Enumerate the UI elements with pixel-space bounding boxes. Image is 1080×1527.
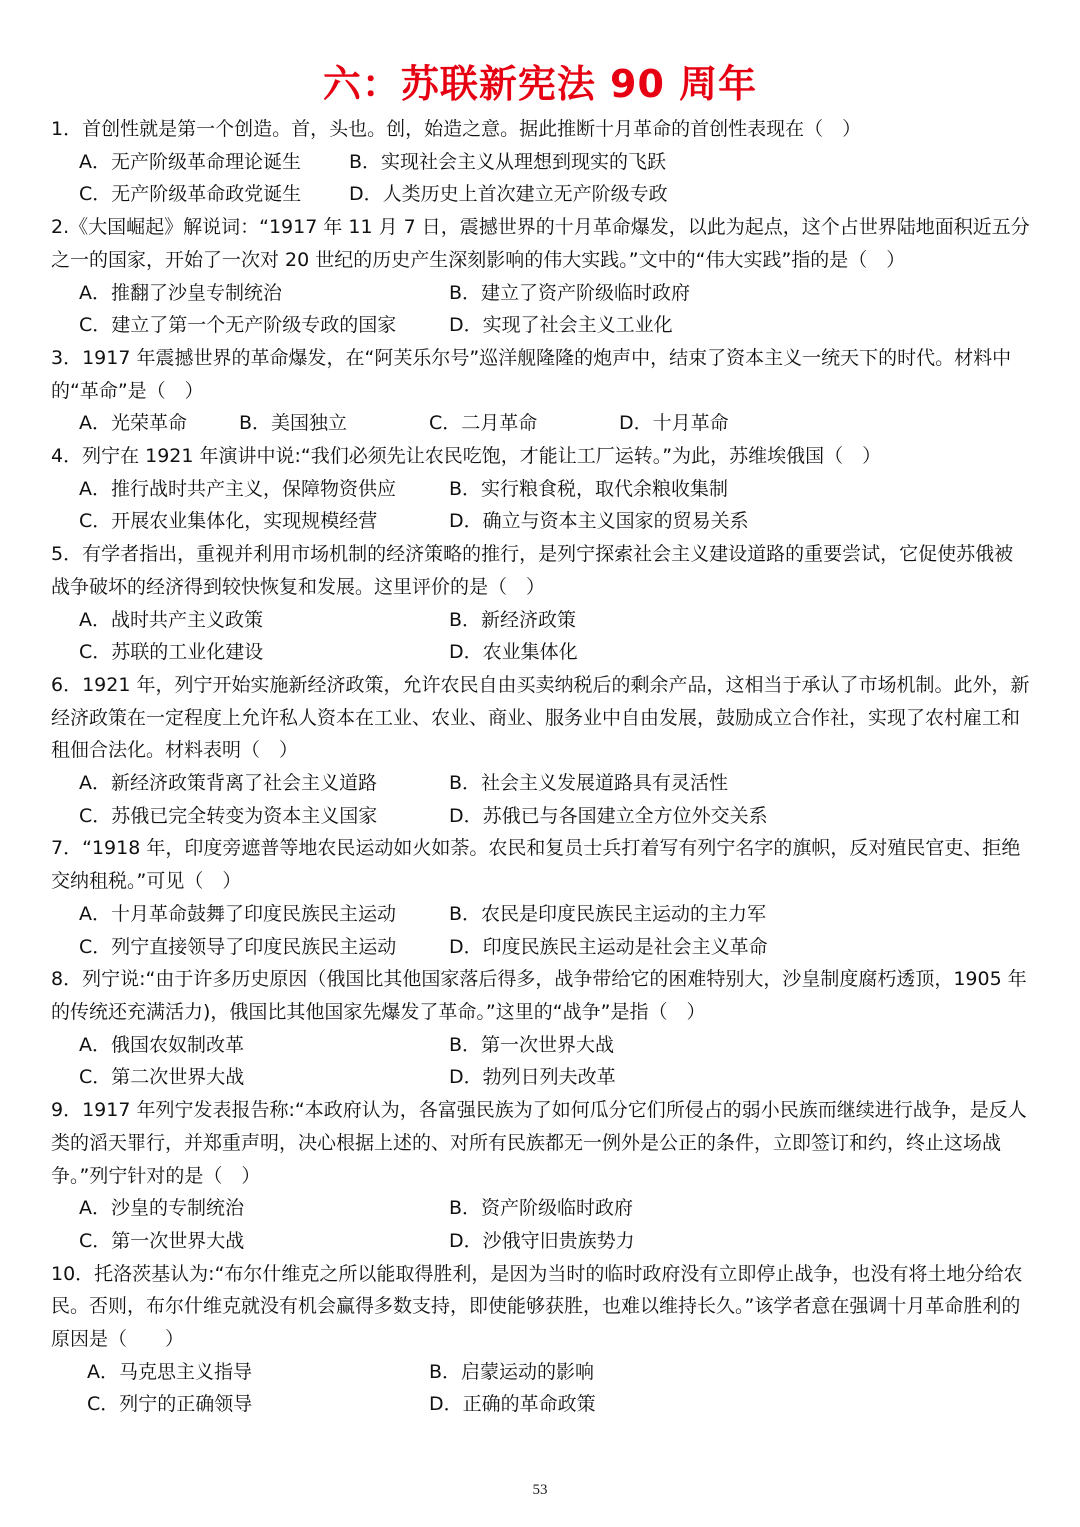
question-stem: 8．列宁说:“由于许多历史原因（俄国比其他国家落后得多，战争带给它的困难特别大，沙皇制度腐朽透顶，1905 年的传统还充满活力)，俄国比其他国家先爆发了革命。”这里的“战争”是指（ ） — [51, 968, 1027, 1023]
question-5 — [51, 538, 1031, 669]
options-grid — [51, 898, 1031, 963]
option-c[interactable]: C．第二次世界大战 — [79, 1066, 245, 1089]
option-c[interactable]: C．开展农业集体化，实现规模经营 — [79, 510, 378, 533]
options-grid — [51, 473, 1031, 538]
option-d[interactable]: D．沙俄守旧贵族势力 — [449, 1229, 635, 1252]
option-c[interactable]: C．无产阶级革命政党诞生 — [79, 183, 302, 206]
options-grid — [51, 767, 1031, 832]
option-c[interactable]: C．列宁的正确领导 — [87, 1393, 253, 1416]
question-2 — [51, 211, 1031, 342]
options-grid — [51, 407, 1031, 440]
option-a[interactable]: A．推翻了沙皇专制统治 — [79, 281, 282, 304]
option-a[interactable]: A．推行战时共产主义，保障物资供应 — [79, 477, 396, 500]
question-stem: 2.《大国崛起》解说词：“1917 年 11 月 7 日，震撼世界的十月革命爆发，以此为起点，这个占世界陆地面积近五分之一的国家，开始了一次对 20 世纪的历史产生深刻影响的伟大实践。”文中的“伟大实践”指的是（ ） — [51, 216, 1030, 271]
option-a[interactable]: A．新经济政策背离了社会主义道路 — [79, 772, 377, 795]
option-b[interactable]: B．实现社会主义从理想到现实的飞跃 — [349, 150, 667, 173]
option-a[interactable]: A．无产阶级革命理论诞生 — [79, 150, 301, 173]
page-title: 六：苏联新宪法 90 周年 — [322, 62, 758, 106]
option-d[interactable]: D．正确的革命政策 — [429, 1393, 596, 1416]
question-stem: 6．1921 年，列宁开始实施新经济政策，允许农民自由买卖纳税后的剩余产品，这相当于承认了市场机制。此外，新经济政策在一定程度上允许私人资本在工业、农业、商业、服务业中自由发展，鼓励成立合作社，实现了农村雇工和租佃合法化。材料表明（ ） — [51, 673, 1030, 762]
question-7 — [51, 832, 1031, 963]
page-number: 53 — [532, 1482, 548, 1498]
option-b[interactable]: B．新经济政策 — [449, 608, 577, 631]
options-grid — [51, 1029, 1031, 1094]
option-b[interactable]: B．美国独立 — [239, 412, 348, 435]
options-grid — [51, 1356, 1031, 1421]
question-8 — [51, 963, 1031, 1094]
option-b[interactable]: B．社会主义发展道路具有灵活性 — [449, 772, 729, 795]
option-a[interactable]: A．十月革命鼓舞了印度民族民主运动 — [79, 902, 396, 925]
option-b[interactable]: B．资产阶级临时政府 — [449, 1197, 634, 1220]
option-c[interactable]: C．列宁直接领导了印度民族民主运动 — [79, 935, 397, 958]
option-c[interactable]: C．二月革命 — [429, 412, 538, 435]
options-grid — [51, 604, 1031, 669]
option-d[interactable]: D．人类历史上首次建立无产阶级专政 — [349, 183, 668, 206]
options-grid — [51, 277, 1031, 342]
question-list — [51, 113, 1031, 1421]
question-stem: 1．首创性就是第一个创造。首，头也。创，始造之意。据此推断十月革命的首创性表现在（ ） — [51, 118, 862, 140]
question-stem: 4．列宁在 1921 年演讲中说:“我们必须先让农民吃饱，才能让工厂运转。”为此，苏维埃俄国（ ） — [51, 445, 882, 468]
question-3 — [51, 342, 1031, 440]
question-6 — [51, 669, 1031, 833]
question-stem: 7．“1918 年，印度旁遮普等地农民运动如火如荼。农民和复员士兵打着写有列宁名字的旗帜，反对殖民官吏、拒绝交纳租税。”可见（ ） — [51, 837, 1021, 893]
question-10 — [51, 1258, 1031, 1422]
option-d[interactable]: D．苏俄已与各国建立全方位外交关系 — [449, 804, 768, 827]
question-4 — [51, 440, 1031, 538]
option-d[interactable]: D．确立与资本主义国家的贸易关系 — [449, 510, 749, 533]
question-9 — [51, 1094, 1031, 1258]
options-grid — [51, 146, 1031, 211]
option-b[interactable]: B．实行粮食税，取代余粮收集制 — [449, 477, 729, 500]
option-a[interactable]: A．马克思主义指导 — [87, 1360, 252, 1383]
options-grid — [51, 1192, 1031, 1257]
option-a[interactable]: A．光荣革命 — [79, 412, 187, 435]
option-a[interactable]: A．沙皇的专制统治 — [79, 1197, 244, 1220]
option-d[interactable]: D．实现了社会主义工业化 — [449, 314, 673, 337]
question-stem: 3．1917 年震撼世界的革命爆发，在“阿芙乐尔号”巡洋舰隆隆的炮声中，结束了资本主义一统天下的时代。材料中的“革命”是（ ） — [51, 346, 1012, 402]
option-c[interactable]: C．苏俄已完全转变为资本主义国家 — [79, 804, 378, 827]
question-1 — [51, 113, 1031, 211]
option-d[interactable]: D．农业集体化 — [449, 641, 578, 664]
option-d[interactable]: D．十月革命 — [619, 412, 729, 435]
option-b[interactable]: B．第一次世界大战 — [449, 1033, 615, 1056]
question-stem: 5．有学者指出，重视并利用市场机制的经济策略的推行，是列宁探索社会主义建设道路的重要尝试，它促使苏俄被战争破坏的经济得到较快恢复和发展。这里评价的是（ ） — [51, 543, 1014, 598]
option-a[interactable]: A．战时共产主义政策 — [79, 608, 263, 631]
question-stem: 9．1917 年列宁发表报告称:“本政府认为，各富强民族为了如何瓜分它们所侵占的弱小民族而继续进行战争，是反人类的滔天罪行，并郑重声明，决心根据上述的、对所有民族都无一例外是公正的条件，立即签订和约，终止这场战争。”列宁针对的是（ ） — [51, 1099, 1027, 1187]
option-d[interactable]: D．勃列日列夫改革 — [449, 1066, 616, 1089]
option-b[interactable]: B．建立了资产阶级临时政府 — [449, 281, 691, 304]
option-d[interactable]: D．印度民族民主运动是社会主义革命 — [449, 935, 768, 958]
option-b[interactable]: B．农民是印度民族民主运动的主力军 — [449, 902, 767, 925]
option-b[interactable]: B．启蒙运动的影响 — [429, 1360, 595, 1383]
option-c[interactable]: C．第一次世界大战 — [79, 1229, 245, 1252]
question-stem: 10．托洛茨基认为:“布尔什维克之所以能取得胜利，是因为当时的临时政府没有立即停止战争，也没有将土地分给农民。否则，布尔什维克就没有机会赢得多数支持，即使能够获胜，也难以维持长久。”该学者意在强调十月革命胜利的原因是（ ） — [51, 1262, 1023, 1351]
option-c[interactable]: C．苏联的工业化建设 — [79, 641, 264, 664]
option-c[interactable]: C．建立了第一个无产阶级专政的国家 — [79, 314, 397, 337]
option-a[interactable]: A．俄国农奴制改革 — [79, 1033, 244, 1056]
